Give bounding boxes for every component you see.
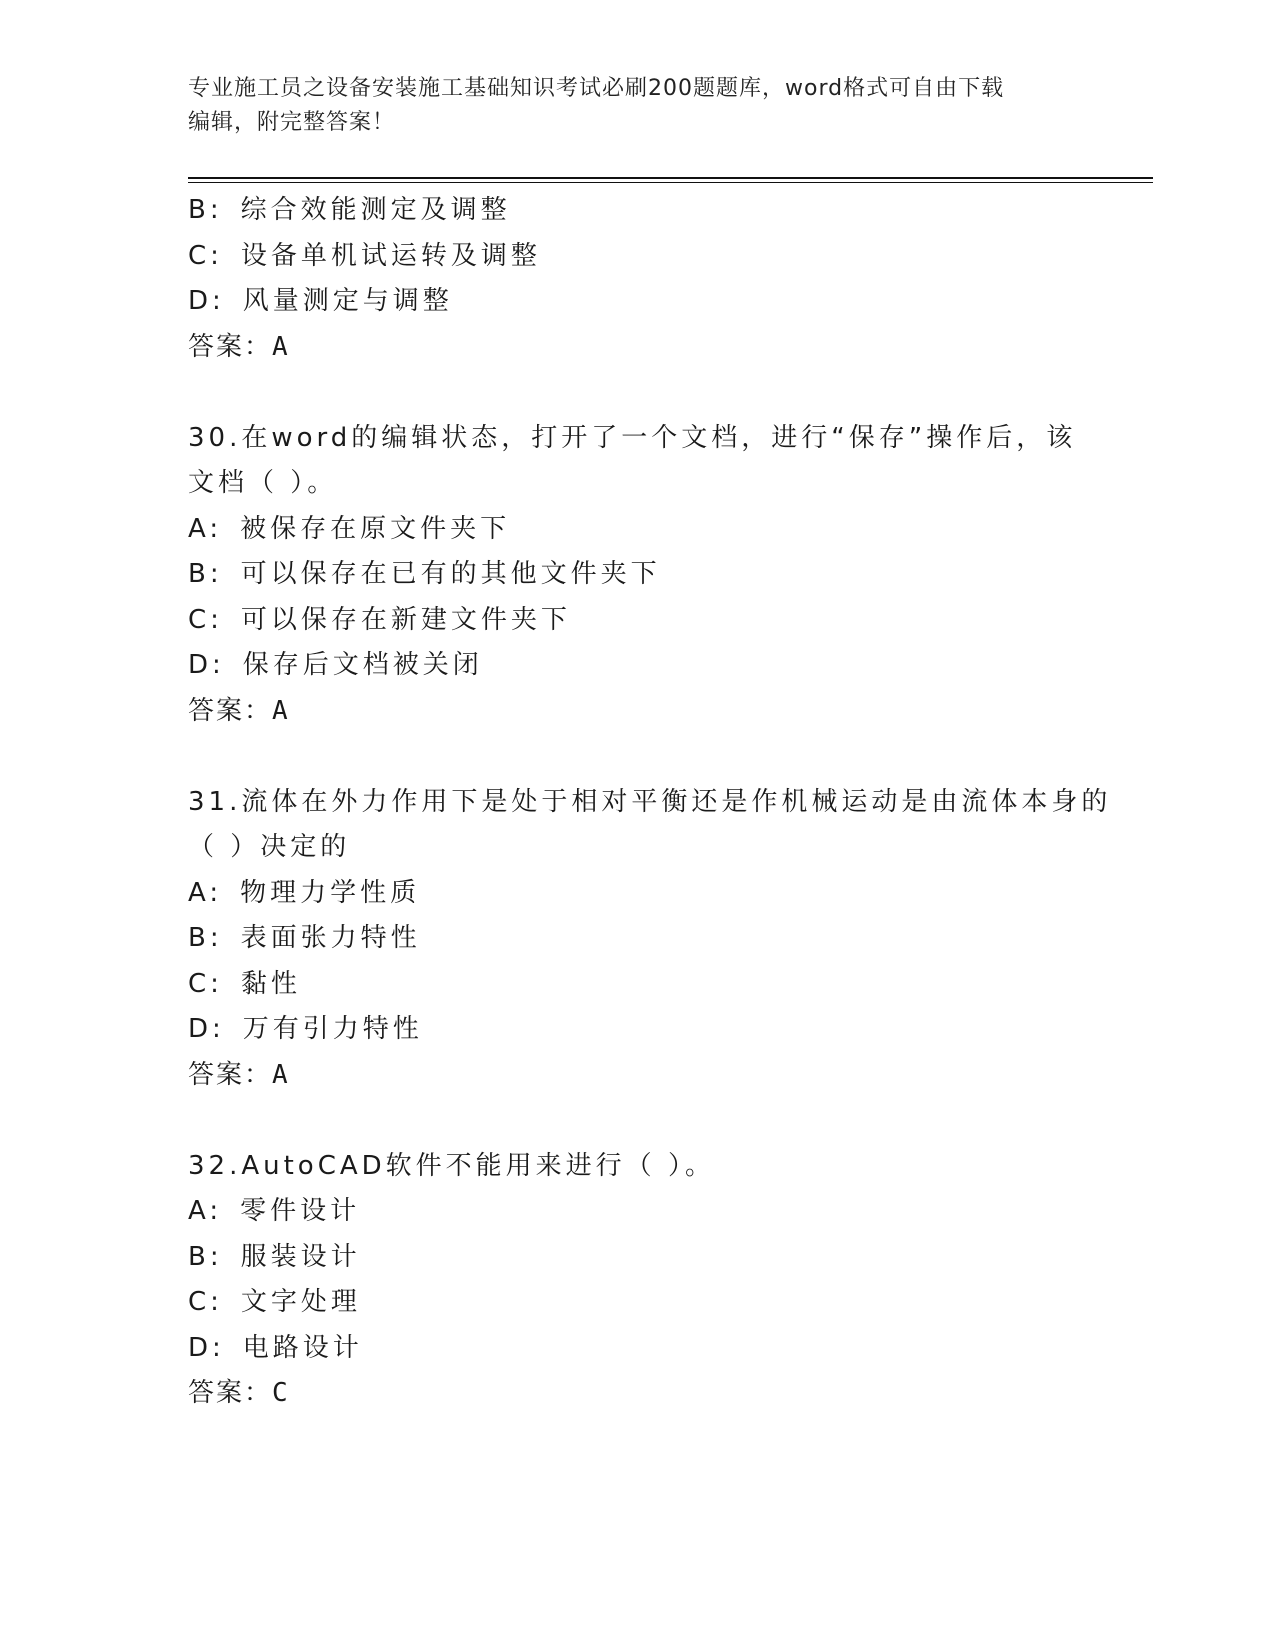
answer-value: A bbox=[272, 695, 290, 726]
question-title: 31.流体在外力作用下是处于相对平衡还是作机械运动是由流体本身的 bbox=[188, 786, 1112, 817]
spacer bbox=[188, 370, 1088, 416]
option-label: D: bbox=[188, 286, 225, 316]
option-text: 风量测定与调整 bbox=[242, 286, 453, 316]
answer-row bbox=[188, 1371, 1088, 1417]
option-row bbox=[188, 552, 1088, 598]
question-title: 30.在word的编辑状态，打开了一个文档，进行“保存”操作后，该 bbox=[188, 422, 1077, 453]
answer-value: A bbox=[272, 331, 290, 362]
option-text: 文字处理 bbox=[240, 1287, 361, 1317]
answer-row bbox=[188, 1053, 1088, 1099]
option-label: C: bbox=[188, 968, 223, 999]
option-label: C: bbox=[188, 240, 223, 271]
answer-row bbox=[188, 325, 1088, 371]
question-title-continued: （ ）决定的 bbox=[188, 832, 351, 862]
option-row bbox=[188, 1189, 1088, 1235]
header-divider-thick bbox=[188, 177, 1153, 179]
header-line-2: 编辑，附完整答案！ bbox=[188, 110, 396, 135]
option-row bbox=[188, 871, 1088, 917]
answer-label: 答案： bbox=[188, 331, 273, 362]
option-label: D: bbox=[188, 1014, 225, 1044]
option-label: B: bbox=[188, 923, 223, 953]
option-row bbox=[188, 234, 1088, 280]
option-row bbox=[188, 1280, 1088, 1326]
header-divider-thin bbox=[188, 182, 1153, 183]
option-label: B: bbox=[188, 195, 223, 225]
question-title: 32.AutoCAD软件不能用来进行（ ）。 bbox=[188, 1150, 715, 1181]
document-header bbox=[188, 72, 1068, 140]
spacer bbox=[188, 734, 1088, 780]
option-text: 万有引力特性 bbox=[242, 1014, 423, 1044]
answer-label: 答案： bbox=[188, 695, 273, 726]
answer-value: A bbox=[272, 1059, 290, 1090]
option-text: 物理力学性质 bbox=[240, 877, 421, 908]
option-label: C: bbox=[188, 1287, 223, 1317]
option-row bbox=[188, 643, 1088, 689]
answer-label: 答案： bbox=[188, 1059, 273, 1090]
answer-row bbox=[188, 689, 1088, 735]
option-label: A: bbox=[188, 513, 223, 544]
option-row bbox=[188, 962, 1088, 1008]
option-row bbox=[188, 507, 1088, 553]
option-text: 可以保存在已有的其他文件夹下 bbox=[240, 559, 661, 589]
option-text: 被保存在原文件夹下 bbox=[240, 513, 511, 544]
option-text: 黏性 bbox=[240, 968, 301, 999]
option-label: B: bbox=[188, 559, 223, 589]
option-row bbox=[188, 598, 1088, 644]
answer-value: C bbox=[272, 1378, 290, 1408]
option-row bbox=[188, 1007, 1088, 1053]
option-text: 设备单机试运转及调整 bbox=[240, 240, 541, 271]
option-text: 可以保存在新建文件夹下 bbox=[240, 604, 571, 635]
option-row bbox=[188, 1235, 1088, 1281]
spacer bbox=[188, 1098, 1088, 1144]
answer-label: 答案： bbox=[188, 1378, 273, 1408]
option-label: A: bbox=[188, 877, 223, 908]
option-label: D: bbox=[188, 650, 225, 680]
option-label: A: bbox=[188, 1196, 223, 1226]
question-list bbox=[188, 188, 1112, 1417]
header-line-1: 专业施工员之设备安装施工基础知识考试必刷200题题库，word格式可自由下载 bbox=[188, 76, 1005, 101]
question-title-continued: 文档（ ）。 bbox=[188, 468, 338, 498]
option-label: D: bbox=[188, 1332, 225, 1363]
option-text: 表面张力特性 bbox=[240, 923, 421, 953]
option-text: 服装设计 bbox=[240, 1241, 361, 1272]
option-row bbox=[188, 188, 1088, 234]
option-row bbox=[188, 916, 1088, 962]
option-text: 零件设计 bbox=[240, 1196, 361, 1226]
option-row bbox=[188, 1326, 1088, 1372]
option-label: B: bbox=[188, 1241, 223, 1272]
option-text: 保存后文档被关闭 bbox=[242, 650, 483, 680]
option-text: 综合效能测定及调整 bbox=[240, 195, 511, 225]
option-row bbox=[188, 279, 1088, 325]
option-label: C: bbox=[188, 604, 223, 635]
option-text: 电路设计 bbox=[242, 1332, 363, 1363]
